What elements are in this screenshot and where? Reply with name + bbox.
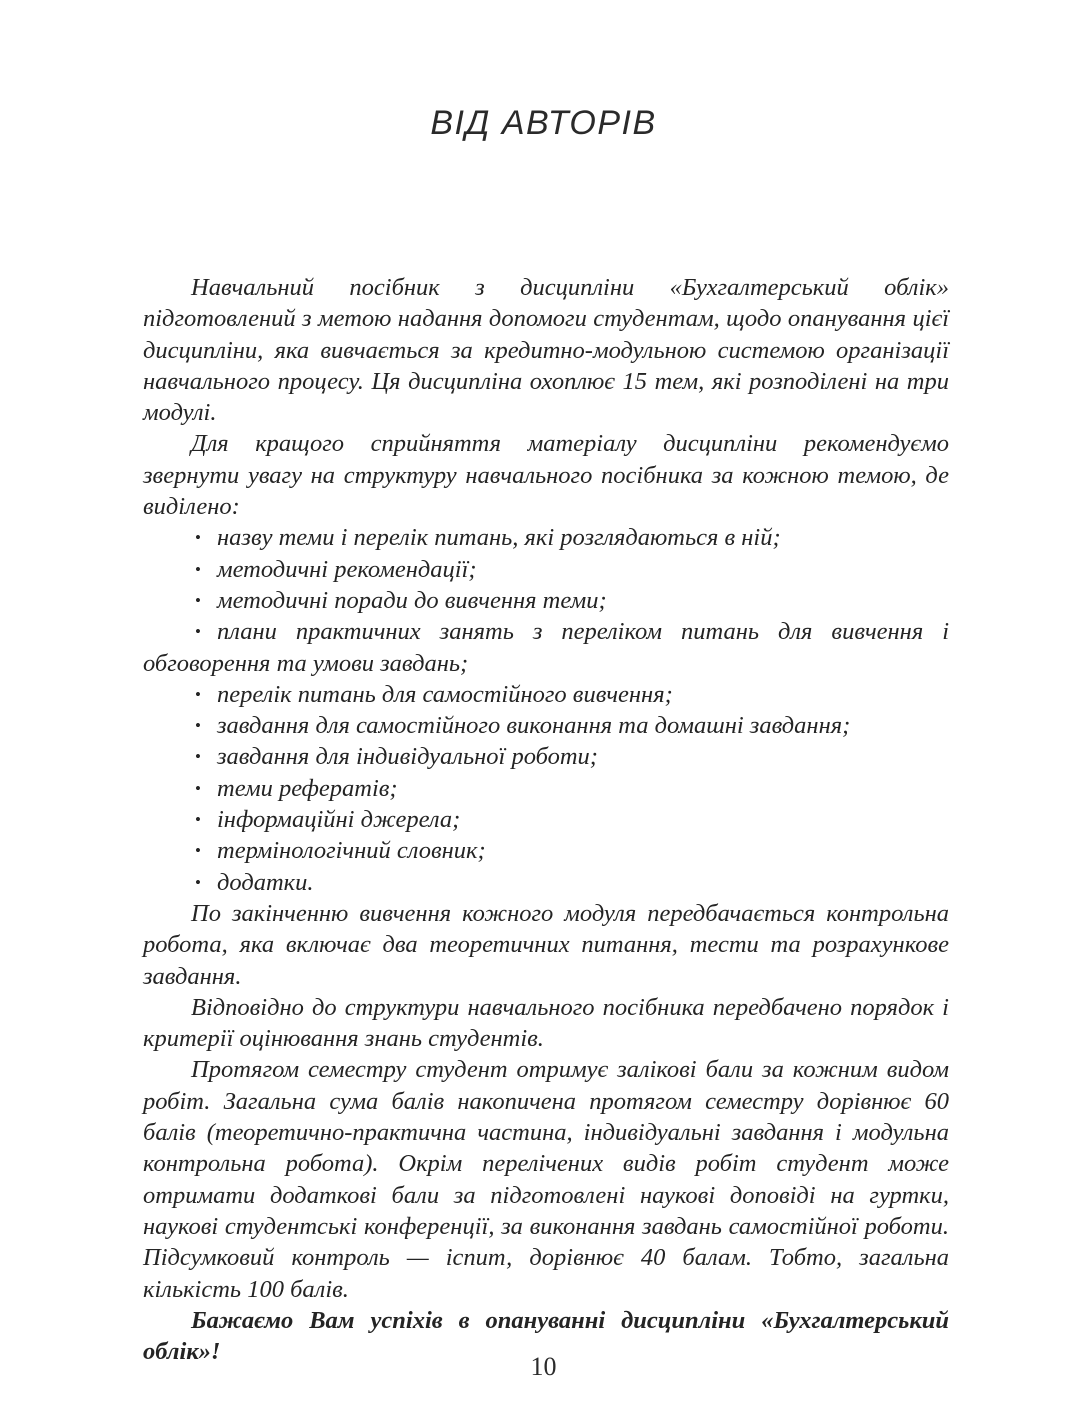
paragraph-grading: Протягом семестру студент отримує залікові бали за кожним видом робіт. Загальна сума балів накопичена протягом семестру дорівнює 60 балів (теоретично-практична частина, індивідуальні завдання і модульна контрольна робота). Окрім перелічених видів робіт студент може отримати додаткові бали за підготовлені наукові доповіді на гуртки, наукові студентські конференції, за виконання завдань самостійної роботи. Підсумковий контроль — іспит, дорівнює 40 балам. Тобто, загальна кількість 100 балів. (143, 1056, 949, 1303)
list-item-label: додатки. (217, 868, 314, 896)
paragraph-assessment-order: Відповідно до структури навчального посібника передбачено порядок і критерії оцінювання знань студентів. (143, 993, 949, 1053)
list-item (143, 554, 949, 585)
structure-bullet-list (143, 522, 949, 898)
bullet-icon: • (195, 559, 201, 579)
body-text-block (143, 272, 949, 1367)
list-item-label: методичні рекомендації; (217, 555, 477, 583)
bullet-icon: • (195, 778, 201, 798)
list-item (143, 773, 949, 804)
bullet-icon: • (195, 716, 201, 736)
list-item-label: плани практичних занять з переліком питань для вивчення і обговорення та умови завдань; (143, 618, 949, 677)
bullet-icon: • (195, 622, 201, 642)
list-item (143, 741, 949, 772)
page-title: ВІД АВТОРІВ (430, 104, 657, 142)
list-item (143, 679, 949, 710)
paragraph-intro: Навчальний посібник з дисципліни «Бухгалтерський облік» підготовлений з метою надання допомоги студентам, щодо опанування цієї дисципліни, яка вивчається за кредитно-модульною системою організації навчального процесу. Ця дисципліна охоплює 15 тем, які розподілені на три модулі. (143, 274, 949, 427)
list-item-label: завдання для самостійного виконання та домашні завдання; (217, 712, 851, 740)
list-item (143, 804, 949, 835)
list-item (143, 522, 949, 553)
list-item-label: інформаційні джерела; (217, 806, 461, 834)
paragraph-closing-wish: Бажаємо Вам успіхів в опануванні дисципліни «Бухгалтерський облік»! (143, 1306, 949, 1366)
list-item (143, 835, 949, 866)
bullet-icon: • (195, 747, 201, 767)
bullet-icon: • (195, 590, 201, 610)
list-item-label: перелік питань для самостійного вивчення; (217, 680, 673, 708)
bullet-icon: • (195, 810, 201, 830)
list-item (143, 616, 949, 679)
list-item (143, 585, 949, 616)
paragraph-module-control: По закінченню вивчення кожного модуля передбачається контрольна робота, яка включає два теоретичних питання, тести та розрахункове завдання. (143, 899, 949, 990)
bullet-icon: • (195, 872, 201, 892)
bullet-icon: • (195, 684, 201, 704)
list-item (143, 867, 949, 898)
paragraph-structure-intro: Для кращого сприйняття матеріалу дисципліни рекомендуємо звернути увагу на структуру навчального посібника за кожною темою, де виділено: (143, 430, 949, 521)
bullet-icon: • (195, 528, 201, 548)
list-item-label: завдання для індивідуальної роботи; (217, 743, 598, 771)
bullet-icon: • (195, 841, 201, 861)
list-item-label: термінологічний словник; (217, 837, 486, 865)
list-item-label: теми рефератів; (217, 774, 398, 802)
list-item-label: назву теми і перелік питань, які розглядаються в ній; (217, 524, 781, 552)
list-item-label: методичні поради до вивчення теми; (217, 586, 607, 614)
page-number: 10 (530, 1352, 557, 1381)
list-item (143, 710, 949, 741)
